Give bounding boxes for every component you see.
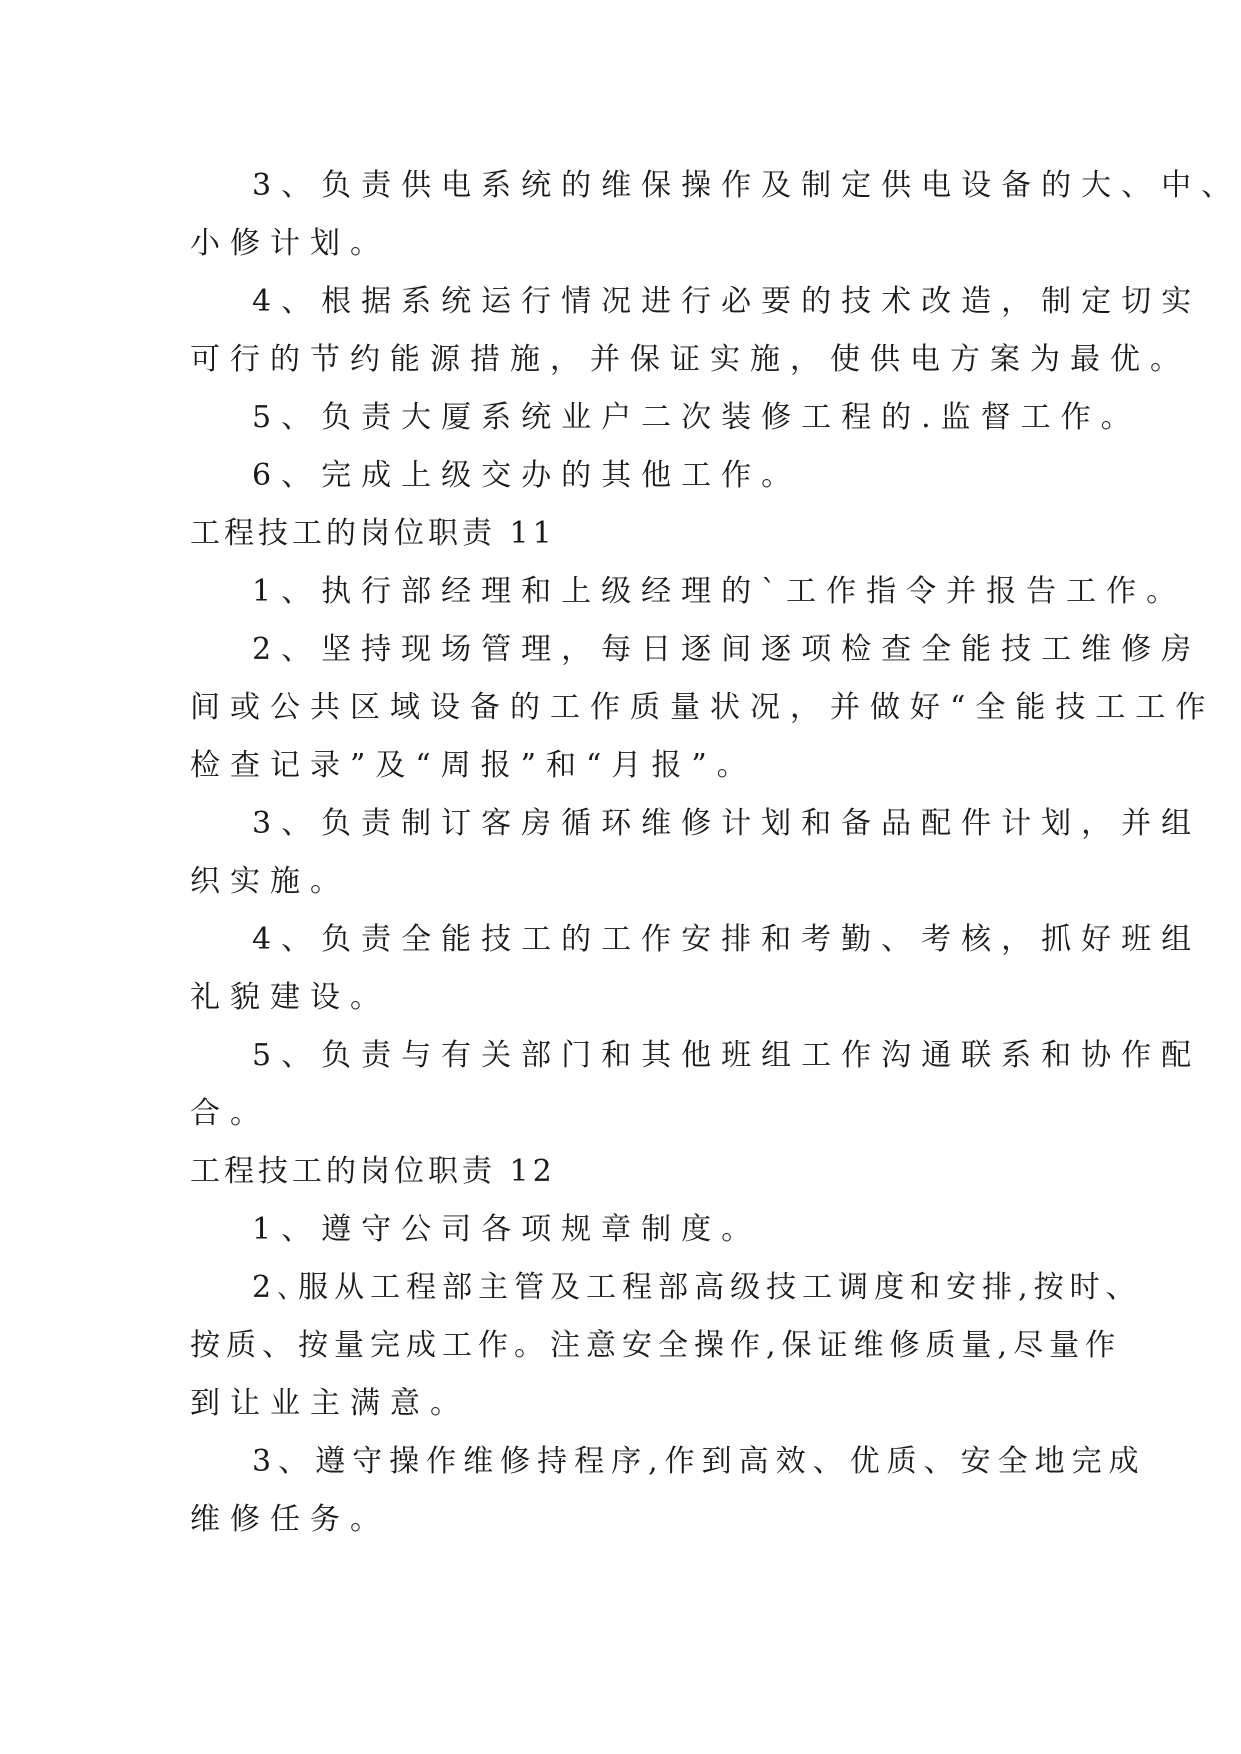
paragraph-line: 2､服从工程部主管及工程部高级技工调度和安排,按时、	[252, 1270, 1142, 1305]
paragraph-line: 按质、按量完成工作。注意安全操作,保证维修质量,尽量作	[190, 1328, 1122, 1363]
paragraph-line: 5、负责大厦系统业户二次装修工程的.监督工作。	[252, 400, 1141, 435]
paragraph-line: 1、遵守公司各项规章制度。	[252, 1212, 762, 1247]
paragraph-line: 可行的节约能源措施，并保证实施，使供电方案为最优。	[190, 342, 1190, 377]
paragraph-line: 织实施。	[190, 864, 350, 899]
paragraph-line: 礼貌建设。	[190, 980, 390, 1015]
paragraph-line: 4、负责全能技工的工作安排和考勤、考核，抓好班组	[252, 922, 1202, 957]
paragraph-line: 4、根据系统运行情况进行必要的技术改造，制定切实	[252, 284, 1202, 319]
section-heading: 工程技工的岗位职责 12	[190, 1154, 556, 1189]
paragraph-line: 3、遵守操作维修持程序,作到高效、优质、安全地完成	[252, 1444, 1146, 1479]
paragraph-line: 检查记录”及“周报”和“月报”。	[190, 748, 757, 783]
paragraph-line: 小修计划。	[190, 226, 390, 261]
paragraph-line: 5、负责与有关部门和其他班组工作沟通联系和协作配	[252, 1038, 1202, 1073]
paragraph-line: 3、负责制订客房循环维修计划和备品配件计划，并组	[252, 806, 1202, 841]
paragraph-line: 间或公共区域设备的工作质量状况，并做好“全能技工工作	[190, 690, 1216, 725]
paragraph-line: 3、负责供电系统的维保操作及制定供电设备的大、中、	[252, 168, 1241, 203]
paragraph-line: 6、完成上级交办的其他工作。	[252, 458, 802, 493]
paragraph-line: 维修任务。	[190, 1502, 390, 1537]
paragraph-line: 合。	[190, 1096, 270, 1131]
paragraph-line: 1、执行部经理和上级经理的`工作指令并报告工作。	[252, 574, 1187, 609]
paragraph-line: 2、坚持现场管理，每日逐间逐项检查全能技工维修房	[252, 632, 1202, 667]
paragraph-line: 到让业主满意。	[190, 1386, 470, 1421]
section-heading: 工程技工的岗位职责 11	[190, 516, 556, 551]
